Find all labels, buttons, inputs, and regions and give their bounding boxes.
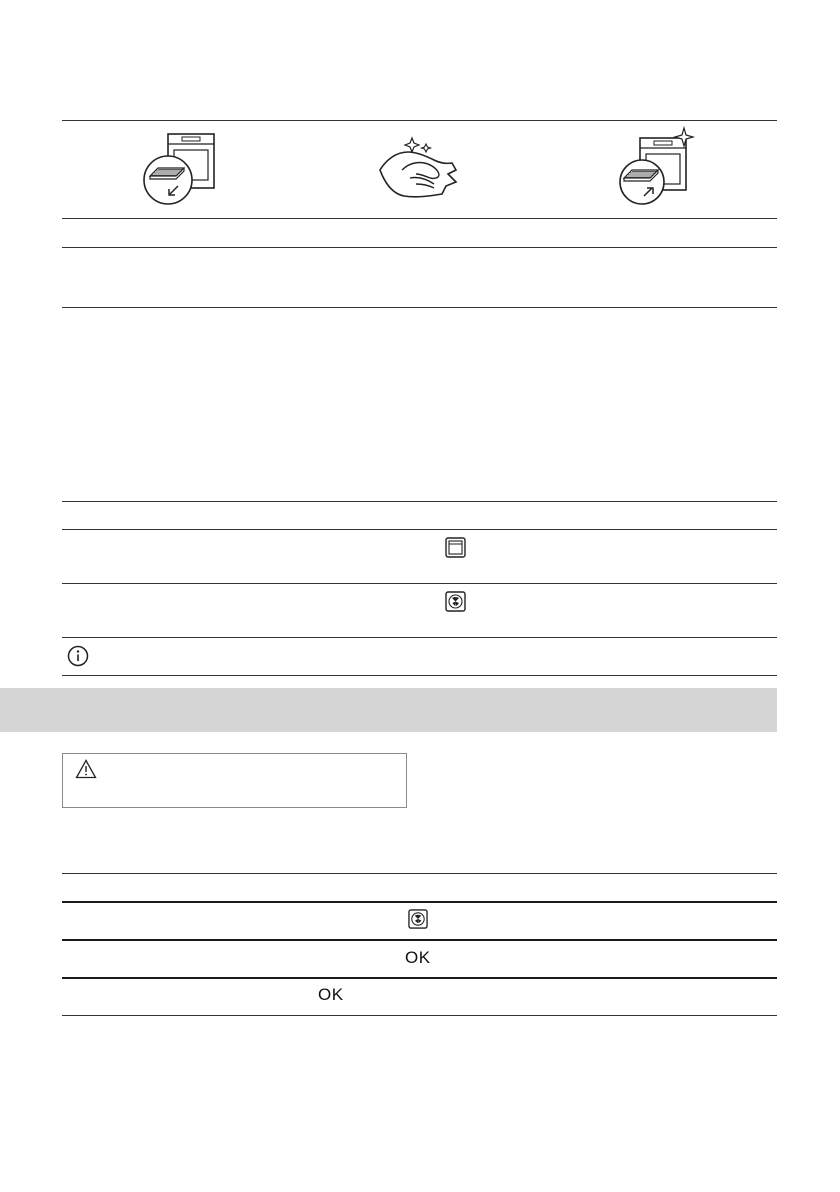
oven-remove-tray-icon <box>138 130 218 206</box>
table-rule <box>62 218 777 219</box>
table-rule <box>62 307 777 308</box>
table-rule <box>62 247 777 248</box>
table-rule <box>62 873 777 874</box>
fan-heating-icon <box>445 591 466 612</box>
table-rule <box>62 901 777 903</box>
table-rule <box>62 637 777 638</box>
oven-insert-tray-sparkle-icon <box>612 126 696 206</box>
ok-button-label: OK <box>405 948 431 967</box>
fan-heating-icon <box>408 909 428 929</box>
section-heading-bar <box>0 688 777 732</box>
table-rule <box>62 675 777 676</box>
info-icon <box>67 645 89 667</box>
table-rule <box>62 583 777 584</box>
hand-wipe-clean-icon <box>376 130 462 202</box>
table-rule <box>62 501 777 502</box>
warning-icon <box>75 759 97 779</box>
table-rule <box>62 1015 777 1016</box>
table-rule <box>62 939 777 941</box>
table-rule <box>62 977 777 979</box>
ok-button-label: OK <box>318 985 344 1004</box>
warning-box <box>62 753 407 808</box>
oven-light-icon <box>445 537 466 558</box>
table-rule <box>62 529 777 530</box>
table-top-rule <box>62 120 777 121</box>
